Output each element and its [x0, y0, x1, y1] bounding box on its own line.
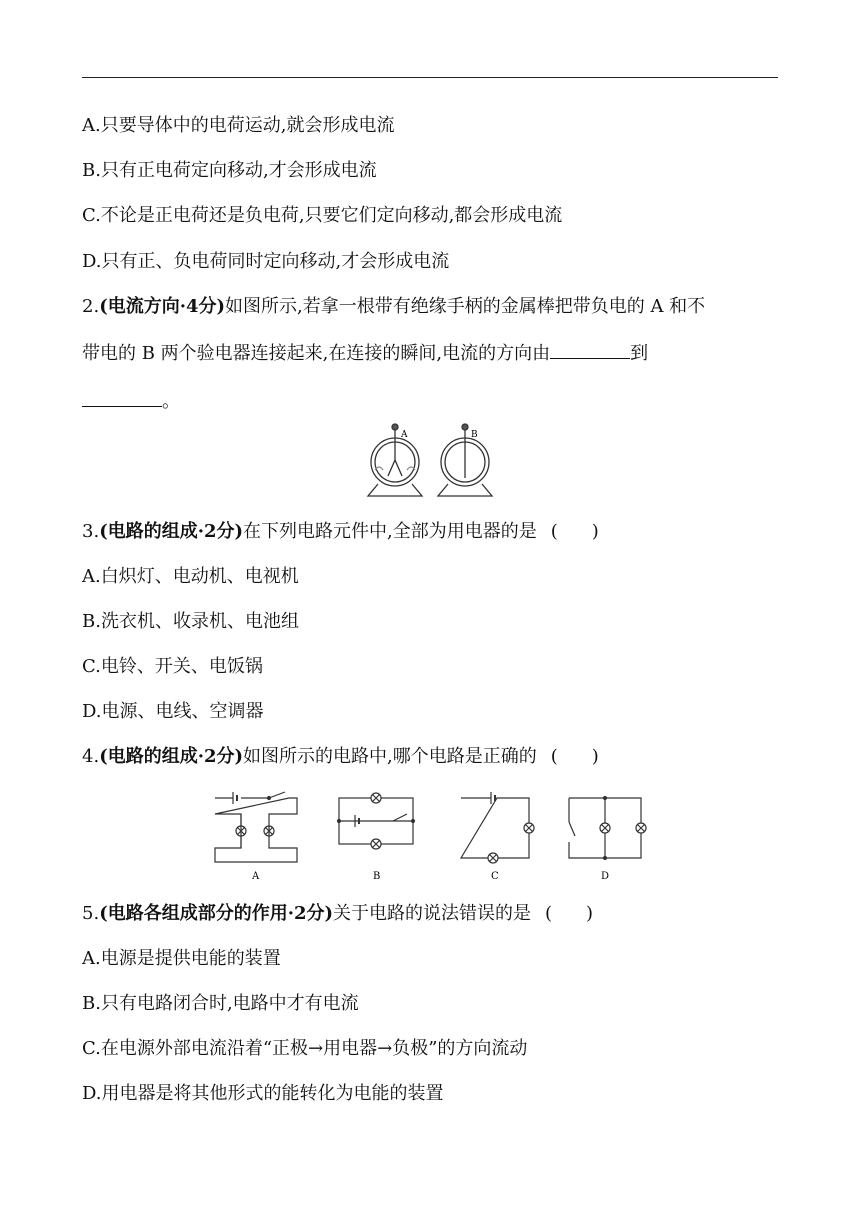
q3-option-d: D.电源、电线、空调器: [82, 701, 264, 722]
electroscope-b: [438, 424, 492, 496]
q1-option-b: B.只有正电荷定向移动,才会形成电流: [82, 160, 377, 181]
q5-option-d: D.用电器是将其他形式的能转化为电能的装置: [82, 1083, 444, 1104]
q2-blank-from[interactable]: [550, 340, 630, 359]
q2-number: 2.: [82, 296, 100, 317]
q2-stem-line2: [82, 340, 648, 366]
q3-option-a: A.白炽灯、电动机、电视机: [82, 566, 299, 587]
q5-text: 关于电路的说法错误的是: [333, 903, 532, 924]
q5-tag: (电路各组成部分的作用·2分): [99, 903, 334, 924]
q3-answer-paren[interactable]: ( ): [550, 521, 599, 542]
q4-text: 如图所示的电路中,哪个电路是正确的: [243, 746, 537, 767]
q5-option-c: C.在电源外部电流沿着“正极→用电器→负极”的方向流动: [82, 1038, 528, 1059]
electroscope-figure: [360, 420, 500, 500]
electroscope-a: [368, 424, 422, 496]
circuit-figure: [205, 788, 655, 884]
q3-option-c: C.电铃、开关、电饭锅: [82, 656, 263, 677]
q1-option-a: A.只要导体中的电荷运动,就会形成电流: [82, 115, 395, 136]
circuit-label-a: A: [252, 871, 260, 882]
q5-stem: [82, 902, 593, 926]
circuit-label-c: C: [491, 871, 499, 882]
circuit-label-b: B: [373, 871, 381, 882]
circuit-label-d: D: [601, 871, 610, 882]
electroscope-label-a: A: [401, 430, 408, 440]
q2-blank-to[interactable]: [82, 388, 162, 407]
q5-answer-paren[interactable]: ( ): [545, 903, 594, 924]
q1-option-d: D.只有正、负电荷同时定向移动,才会形成电流: [82, 251, 450, 272]
q5-option-b: B.只有电路闭合时,电路中才有电流: [82, 993, 359, 1014]
q2-text1: 如图所示,若拿一根带有绝缘手柄的金属棒把带负电的 A 和不: [225, 296, 706, 317]
q2-end: 。: [162, 391, 180, 412]
q2-stem-line1: [82, 295, 705, 319]
q2-stem-line3: [82, 388, 180, 414]
q1-option-c: C.不论是正电荷还是负电荷,只要它们定向移动,都会形成电流: [82, 205, 563, 226]
q3-tag: (电路的组成·2分): [99, 521, 244, 542]
header-rule: [82, 77, 778, 78]
q4-answer-paren[interactable]: ( ): [550, 746, 599, 767]
q4-stem: [82, 745, 599, 769]
q3-stem: [82, 520, 599, 544]
q2-text2: 带电的 B 两个验电器连接起来,在连接的瞬间,电流的方向由: [82, 343, 551, 364]
electroscope-label-b: B: [471, 430, 478, 440]
q2-tag: (电流方向·4分): [99, 296, 226, 317]
q5-number: 5.: [82, 903, 100, 924]
q3-text: 在下列电路元件中,全部为用电器的是: [243, 521, 537, 542]
q4-tag: (电路的组成·2分): [99, 746, 244, 767]
q3-option-b: B.洗衣机、收录机、电池组: [82, 611, 299, 632]
q3-number: 3.: [82, 521, 100, 542]
circuit-a: [215, 792, 297, 862]
q5-option-a: A.电源是提供电能的装置: [82, 948, 281, 969]
circuit-c: [461, 792, 534, 863]
circuit-d: [569, 797, 646, 860]
q4-number: 4.: [82, 746, 100, 767]
circuit-b: [338, 793, 415, 849]
q2-to: 到: [630, 343, 649, 364]
